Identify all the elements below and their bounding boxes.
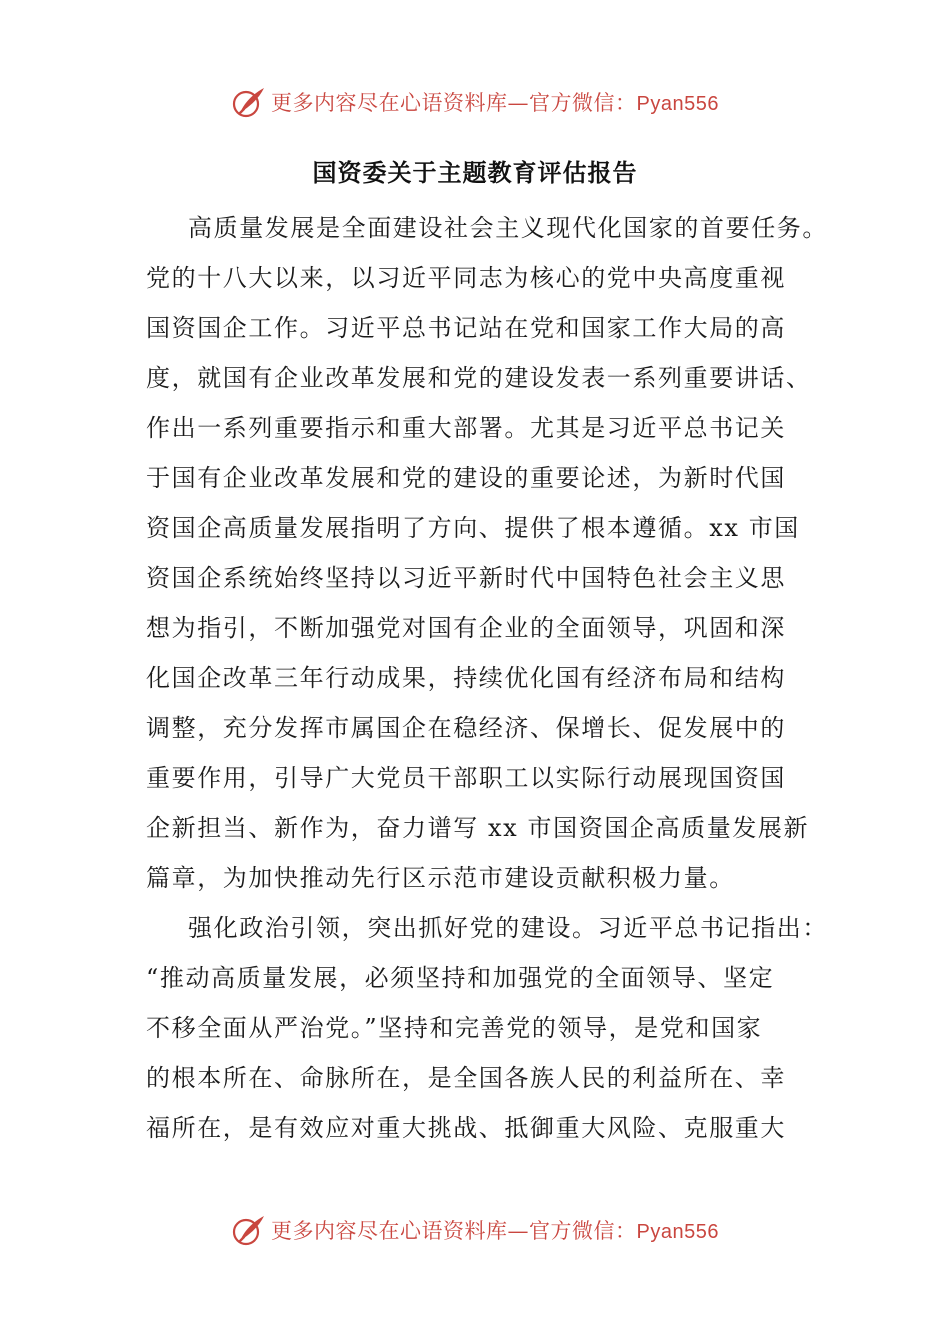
banner-wechat-id: Pyan556 — [636, 1221, 719, 1243]
quill-logo-icon — [231, 1212, 267, 1248]
banner-slogan — [271, 1215, 719, 1245]
quill-logo-icon — [231, 84, 267, 120]
paragraph-line: “推动高质量发展，必须坚持和加强党的全面领导、坚定 — [146, 964, 775, 992]
paragraph-line: 作出一系列重要指示和重大部署。尤其是习近平总书记关 — [146, 414, 786, 442]
paragraph-line: 不移全面从严治党。”坚持和完善党的领导，是党和国家 — [146, 1014, 763, 1042]
paragraph-line: 度，就国有企业改革发展和党的建设发表一系列重要讲话、 — [146, 364, 812, 392]
paragraph-line: 强化政治引领，突出抓好党的建设。习近平总书记指出： — [188, 914, 828, 942]
banner-slogan-text: 更多内容尽在心语资料库—官方微信： — [271, 91, 637, 115]
paragraph-line: 资国企高质量发展指明了方向、提供了根本遵循。xx 市国 — [146, 514, 800, 542]
header-banner — [0, 80, 950, 124]
paragraph-line: 想为指引，不断加强党对国有企业的全面领导，巩固和深 — [146, 614, 786, 642]
banner-slogan — [271, 87, 719, 117]
paragraph-line: 调整，充分发挥市属国企在稳经济、保增长、促发展中的 — [146, 714, 786, 742]
paragraph-line: 福所在，是有效应对重大挑战、抵御重大风险、克服重大 — [146, 1114, 786, 1142]
banner-slogan-text: 更多内容尽在心语资料库—官方微信： — [271, 1219, 637, 1243]
paragraph-line: 高质量发展是全面建设社会主义现代化国家的首要任务。 — [188, 214, 828, 242]
paragraph-line: 党的十八大以来，以习近平同志为核心的党中央高度重视 — [146, 264, 786, 292]
paragraph-line: 重要作用，引导广大党员干部职工以实际行动展现国资国 — [146, 764, 786, 792]
paragraph-line: 资国企系统始终坚持以习近平新时代中国特色社会主义思 — [146, 564, 786, 592]
footer-banner — [0, 1208, 950, 1252]
banner-wechat-id: Pyan556 — [636, 93, 719, 115]
paragraph-line: 化国企改革三年行动成果，持续优化国有经济布局和结构 — [146, 664, 786, 692]
paragraph-line: 企新担当、新作为，奋力谱写 xx 市国资国企高质量发展新 — [146, 814, 810, 842]
paragraph-line: 国资国企工作。习近平总书记站在党和国家工作大局的高 — [146, 314, 786, 342]
paragraph-line: 于国有企业改革发展和党的建设的重要论述，为新时代国 — [146, 464, 786, 492]
paragraph-line: 篇章，为加快推动先行区示范市建设贡献积极力量。 — [146, 864, 735, 892]
document-body — [146, 203, 826, 1153]
document-title: 国资委关于主题教育评估报告 — [312, 158, 638, 187]
paragraph-line: 的根本所在、命脉所在，是全国各族人民的利益所在、幸 — [146, 1064, 786, 1092]
